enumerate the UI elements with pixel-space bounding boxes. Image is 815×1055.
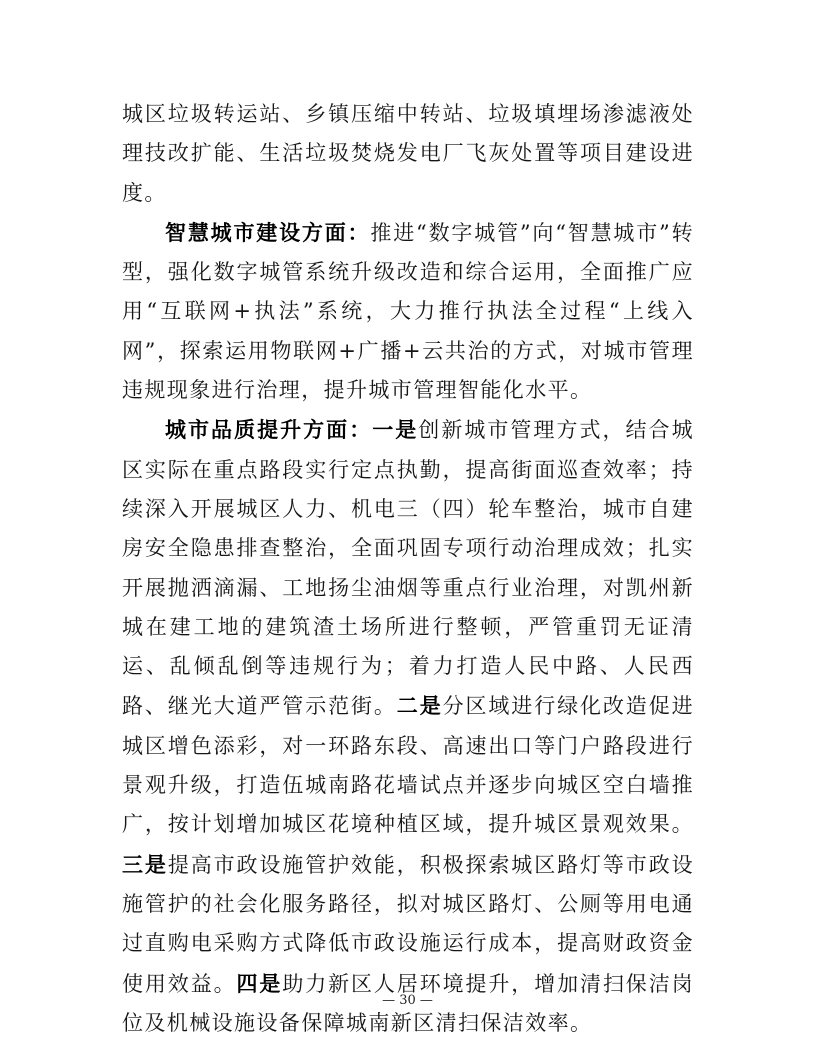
city-quality-heading: 城市品质提升方面：	[165, 417, 373, 443]
item-marker-4: 四是	[236, 970, 283, 996]
continuation-text: 城区垃圾转运站、乡镇压缩中转站、垃圾填埋场渗滤液处理技改扩能、生活垃圾焚烧发电厂飞灰处置等项目建设进度。	[122, 102, 694, 205]
item-marker-2: 二是	[396, 693, 443, 719]
item-text-3: 提高市政设施管护效能，积极探索城区路灯等市政设施管护的社会化服务路径，拟对城区路灯、公厕等用电通过直购电采购方式降低市政设施运行成本，提高财政资金使用效益。	[122, 852, 694, 996]
item-text-1: 创新城市管理方式，结合城区实际在重点路段实行定点执勤，提高街面巡查效率；持续深入开展城区人力、机电三（四）轮车整治，城市自建房安全隐患排查整治，全面巩固专项行动治理成效；扎实开展抛洒滴漏、工地扬尘油烟等重点行业治理，对凯州新城在建工地的建筑渣土场所进行整顿，严管重罚无证清运、乱倾乱倒等违规行为；着力打造人民中路、人民西路、继光大道严管示范街。	[122, 418, 694, 719]
paragraph-continuation	[122, 95, 694, 213]
body-text	[122, 95, 694, 1043]
smart-city-text: 推进“数字城管”向“智慧城市”转型，强化数字城管系统升级改造和综合运用，全面推广应用“互联网+执法”系统，大力推行执法全过程“上线入网”，探索运用物联网+广播+云共治的方式，对城市管理违规现象进行治理，提升城市管理智能化水平。	[122, 220, 694, 403]
item-text-2: 分区域进行绿化改造促进城区增色添彩，对一环路东段、高速出口等门户路段进行景观升级，打造伍城南路花墙试点并逐步向城区空白墙推广，按计划增加城区花境种植区域，提升城区景观效果。	[122, 694, 694, 837]
page-number: — 30 —	[382, 993, 433, 1008]
paragraph-smart-city	[122, 213, 694, 410]
item-text-4: 助力新区人居环境提升，增加清扫保洁岗位及机械设施设备保障城南新区清扫保洁效率。	[122, 971, 694, 1035]
item-marker-3: 三是	[122, 851, 168, 877]
smart-city-heading: 智慧城市建设方面：	[165, 219, 371, 245]
paragraph-city-quality	[122, 410, 694, 1043]
item-marker-1: 一是	[372, 417, 419, 443]
